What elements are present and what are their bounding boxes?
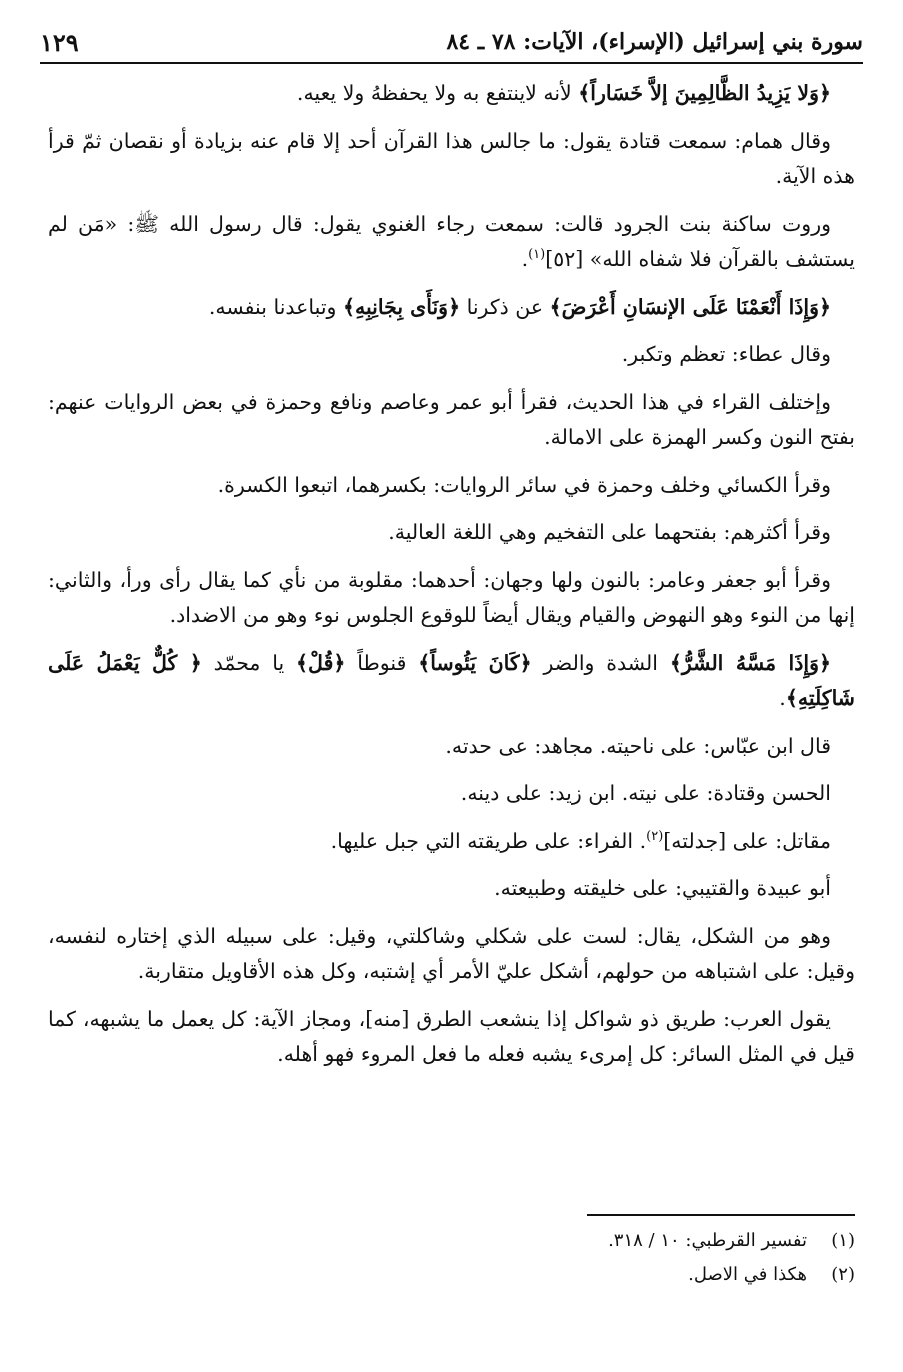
- paragraph-5: وقال عطاء: تعظم وتكبر.: [621, 342, 831, 366]
- quran-verse: ﴿وَنَأَى بِجَانِبِهِ﴾: [342, 294, 461, 319]
- footnote-ref-2[interactable]: (٢): [646, 828, 664, 844]
- footnotes: [48, 1224, 855, 1292]
- footnote-item: [48, 1258, 855, 1292]
- paragraph-2: وقال همام: سمعت قتادة يقول: ما جالس هذا القرآن أحد إلا قام عنه بزيادة أو نقصان ثمّ قرأ هذه الآية.: [48, 128, 855, 188]
- quran-verse: ﴿وَلا يَزِيدُ الظَّالِمِينَ إلاَّ خَسَاراً﴾: [578, 81, 831, 105]
- paragraph-7: وقرأ الكسائي وخلف وحمزة في سائر الروايات: بكسرهما، اتبعوا الكسرة.: [217, 472, 831, 497]
- footnote-divider: [587, 1214, 855, 1216]
- paragraph-12: الحسن وقتادة: على نيته. ابن زيد: على دينه.: [460, 781, 831, 805]
- paragraph-6: وإختلف القراء في هذا الحديث، فقرأ أبو عمر وعاصم ونافع وحمزة في بعض الروايات عنهم: بفتح النون وكسر الهمزة على الامالة.: [48, 389, 855, 449]
- paragraph-13: مقاتل: على [جدلته]$^{(٢)}$. الفراء: على طريقته التي جبل عليها.: [330, 828, 831, 853]
- footnote-ref-1[interactable]: (١): [528, 247, 546, 263]
- quran-verse: ﴿كَانَ يَئُوساً﴾: [418, 650, 532, 675]
- footnote-text: تفسير القرطبي: ١٠ / ٣١٨.: [608, 1230, 807, 1251]
- paragraph-1: [48, 76, 855, 112]
- footnote-number: (٢): [831, 1264, 855, 1285]
- paragraph-14: أبو عبيدة والقتيبي: على خليقته وطبيعته.: [494, 876, 831, 900]
- footnote-number: (١): [831, 1230, 855, 1251]
- paragraph-9: وقرأ أبو جعفر وعامر: بالنون ولها وجهان: أحدهما: مقلوبة من نأي كما يقال رأى ورأ، والثاني: إنها من النوء وهو النهوض والقيام ويقال أيضاً للوقوع الجلوس نوء وهو من الاضداد.: [48, 567, 855, 627]
- paragraph-3: وروت ساكنة بنت الجرود قالت: سمعت رجاء الغنوي يقول: قال رسول الله ﷺ: «مَن لم يستشف بالقرآن فلا شفاه الله» [٥٢]$^{(١)}$.: [48, 211, 855, 271]
- quran-verse: ﴿وَإِذَا مَسَّهُ الشَّرُّ﴾: [669, 650, 831, 675]
- hadith-text: وروت ساكنة بنت الجرود قالت: سمعت رجاء الغنوي يقول: قال رسول الله ﷺ: «مَن لم يستشف بالقرآن فلا شفاه الله» [٥٢]: [48, 211, 855, 271]
- paragraph-11: قال ابن عبّاس: على ناحيته. مجاهد: عى حدته.: [445, 733, 831, 758]
- page-number: ١٢٩: [40, 27, 79, 57]
- commentary-text: لأنه لاينتفع به ولا يحفظهُ ولا يعيه.: [296, 81, 579, 105]
- paragraph-4: ﴿وَإِذَا أَنْعَمْنَا عَلَى الإنسَانِ أَعْرَضَ﴾ عن ذكرنا ﴿وَنَأَى بِجَانِبِهِ﴾ وتباعدنا بنفسه.: [208, 294, 831, 319]
- running-header: [40, 22, 863, 64]
- footnote-text: هكذا في الاصل.: [688, 1264, 807, 1285]
- page-body: [48, 76, 855, 1085]
- paragraph-8: وقرأ أكثرهم: بفتحهما على التفخيم وهي اللغة العالية.: [388, 520, 831, 544]
- quran-verse: ﴿قُلْ﴾: [296, 650, 346, 675]
- quran-verse: ﴿ كُلٌّ يَعْمَلُ عَلَى شَاكِلَتِهِ﴾: [48, 650, 855, 710]
- quran-verse: ﴿وَإِذَا أَنْعَمْنَا عَلَى الإنسَانِ أَعْرَضَ﴾: [549, 294, 831, 319]
- paragraph-10: ﴿وَإِذَا مَسَّهُ الشَّرُّ﴾ الشدة والضر ﴿كَانَ يَئُوساً﴾ قنوطاً ﴿قُلْ﴾ يا محمّد ﴿ كُلٌّ يَعْمَلُ عَلَى شَاكِلَتِهِ﴾.: [48, 650, 855, 710]
- paragraph-15: وهو من الشكل، يقال: لست على شكلي وشاكلتي، وقيل: على سبيله الذي إختاره لنفسه، وقيل: على اشتباهه من حولهم، أشكل عليّ الأمر أي إشتبه، وكل هذه الأقاويل متقاربة.: [48, 923, 855, 983]
- footnote-item: [48, 1224, 855, 1258]
- surah-title: سورة بني إسرائيل (الإسراء)، الآيات: ٧٨ ـ ٨٤: [446, 29, 863, 55]
- paragraph-16: يقول العرب: طريق ذو شواكل إذا ينشعب الطرق [منه]، ومجاز الآية: كل يعمل ما يشبهه، كما قيل في المثل السائر: كل إمرىء يشبه فعله ما فعل المروء فهو أهله.: [48, 1006, 855, 1066]
